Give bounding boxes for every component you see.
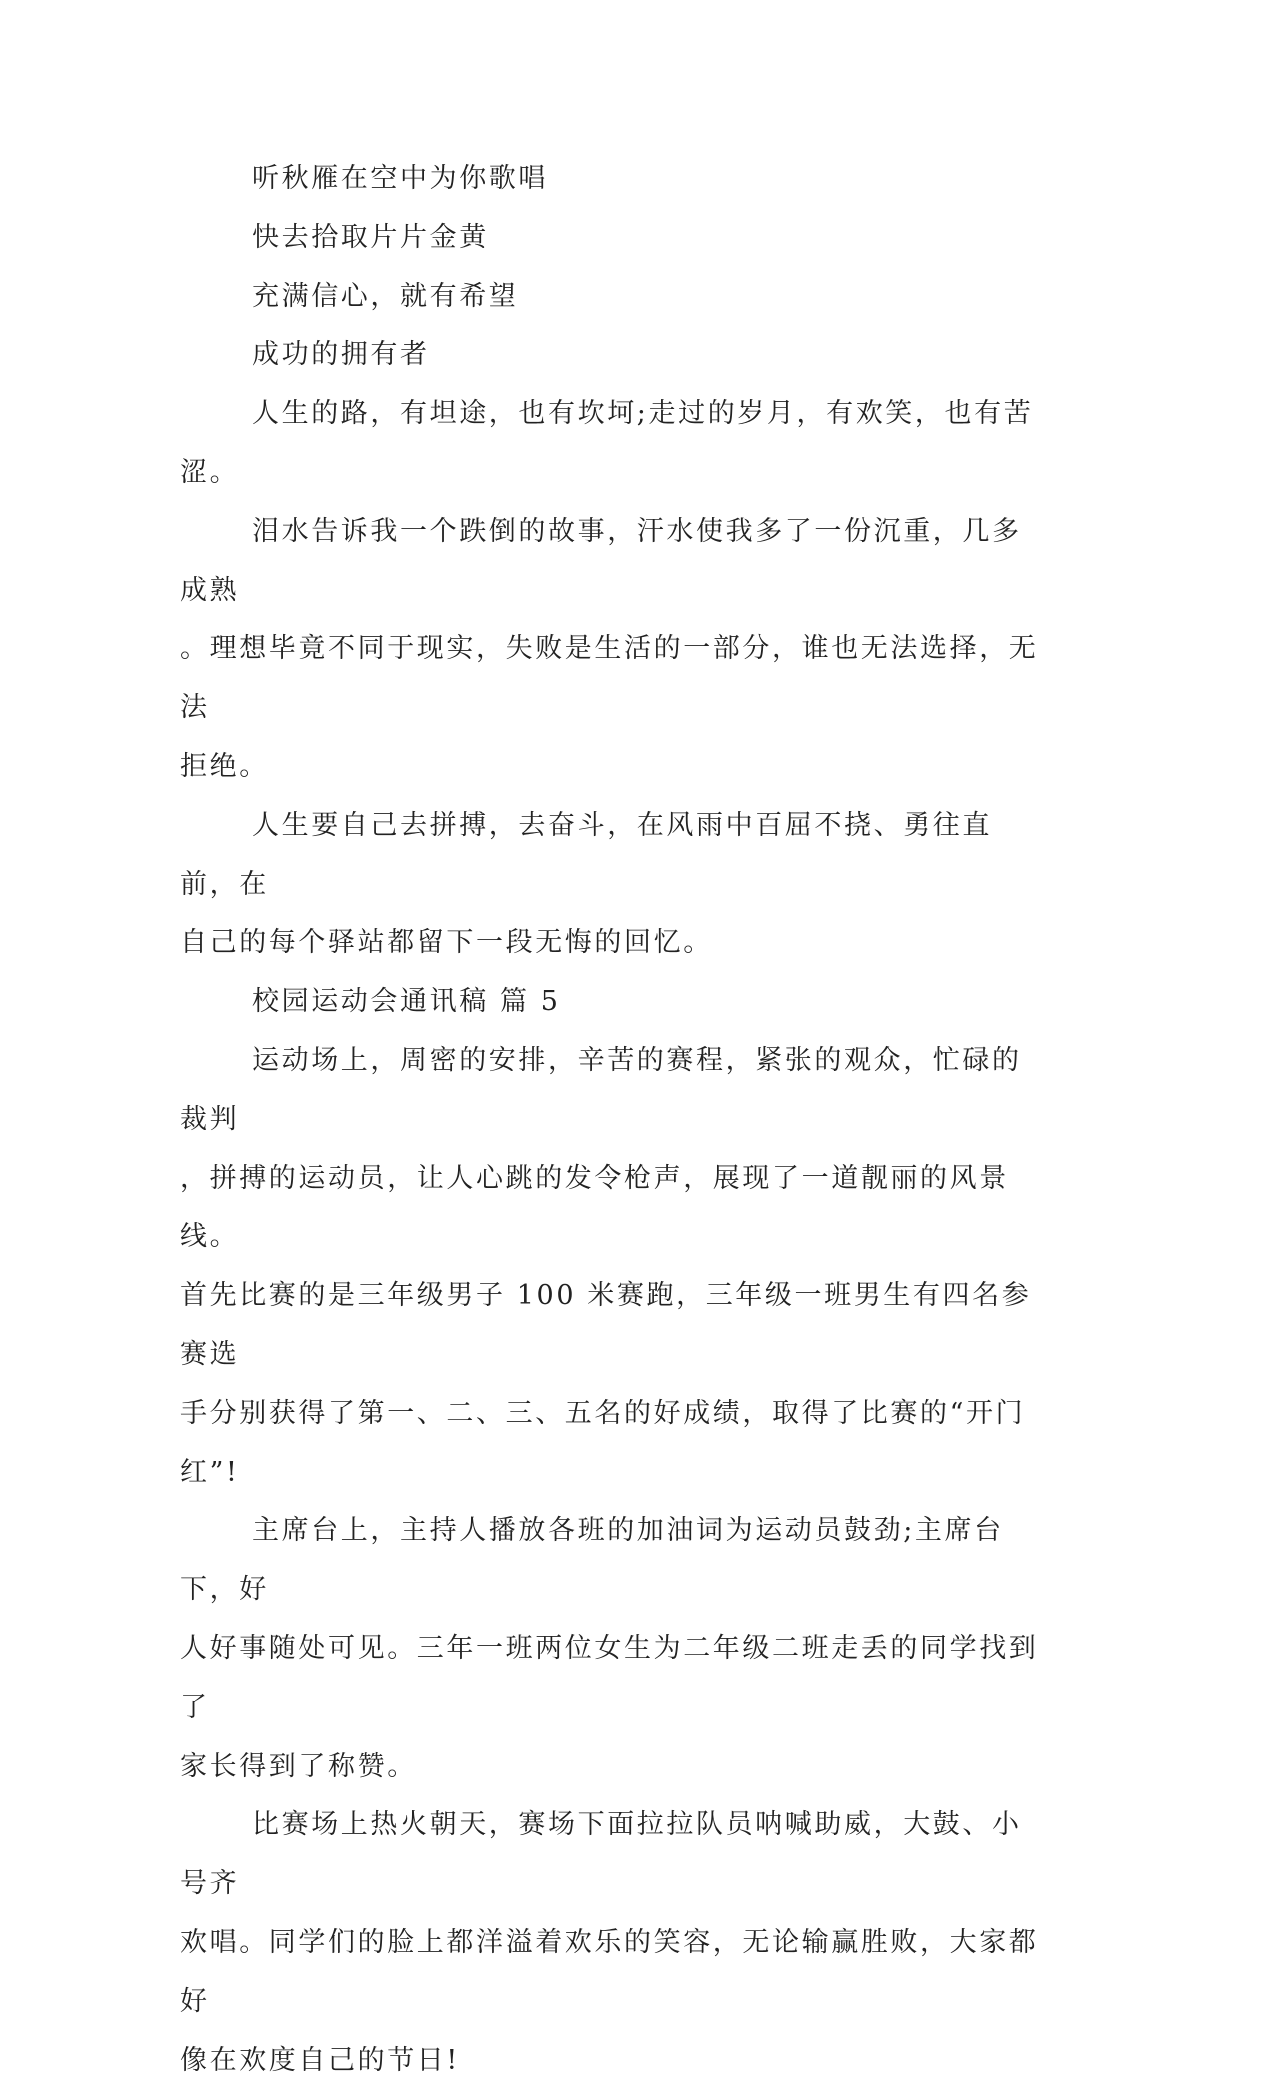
- paragraph-line: 像在欢度自己的节日!: [180, 2032, 1040, 2090]
- document-body: [180, 150, 1040, 2090]
- paragraph-line: 人好事随处可见。三年一班两位女生为二年级二班走丢的同学找到了: [180, 1620, 1040, 1738]
- paragraph-line: 。理想毕竟不同于现实，失败是生活的一部分，谁也无法选择，无法: [180, 620, 1040, 738]
- poem-line: 成功的拥有者: [180, 326, 1040, 385]
- paragraph-line: 人生的路，有坦途，也有坎坷;走过的岁月，有欢笑，也有苦涩。: [180, 385, 1040, 503]
- paragraph-line: 自己的每个驿站都留下一段无悔的回忆。: [180, 914, 1040, 973]
- section-heading: 校园运动会通讯稿 篇 5: [180, 973, 1040, 1032]
- paragraph-line: 泪水告诉我一个跌倒的故事，汗水使我多了一份沉重，几多成熟: [180, 503, 1040, 621]
- paragraph-line: 人生要自己去拼搏，去奋斗，在风雨中百屈不挠、勇往直前，在: [180, 797, 1040, 915]
- paragraph-line: ，拼搏的运动员，让人心跳的发令枪声，展现了一道靓丽的风景线。: [180, 1150, 1040, 1268]
- poem-line: 快去拾取片片金黄: [180, 209, 1040, 268]
- poem-line: 听秋雁在空中为你歌唱: [180, 150, 1040, 209]
- poem-line: 充满信心，就有希望: [180, 268, 1040, 327]
- paragraph-line: 运动场上，周密的安排，辛苦的赛程，紧张的观众，忙碌的裁判: [180, 1032, 1040, 1150]
- paragraph-line: 欢唱。同学们的脸上都洋溢着欢乐的笑容，无论输赢胜败，大家都好: [180, 1914, 1040, 2032]
- paragraph-line: 拒绝。: [180, 738, 1040, 797]
- paragraph-line: 主席台上，主持人播放各班的加油词为运动员鼓劲;主席台下，好: [180, 1502, 1040, 1620]
- paragraph-line: 首先比赛的是三年级男子 100 米赛跑，三年级一班男生有四名参赛选: [180, 1267, 1040, 1385]
- paragraph-line: 家长得到了称赞。: [180, 1738, 1040, 1797]
- paragraph-line: 手分别获得了第一、二、三、五名的好成绩，取得了比赛的“开门红”!: [180, 1385, 1040, 1503]
- paragraph-line: 比赛场上热火朝天，赛场下面拉拉队员呐喊助威，大鼓、小号齐: [180, 1796, 1040, 1914]
